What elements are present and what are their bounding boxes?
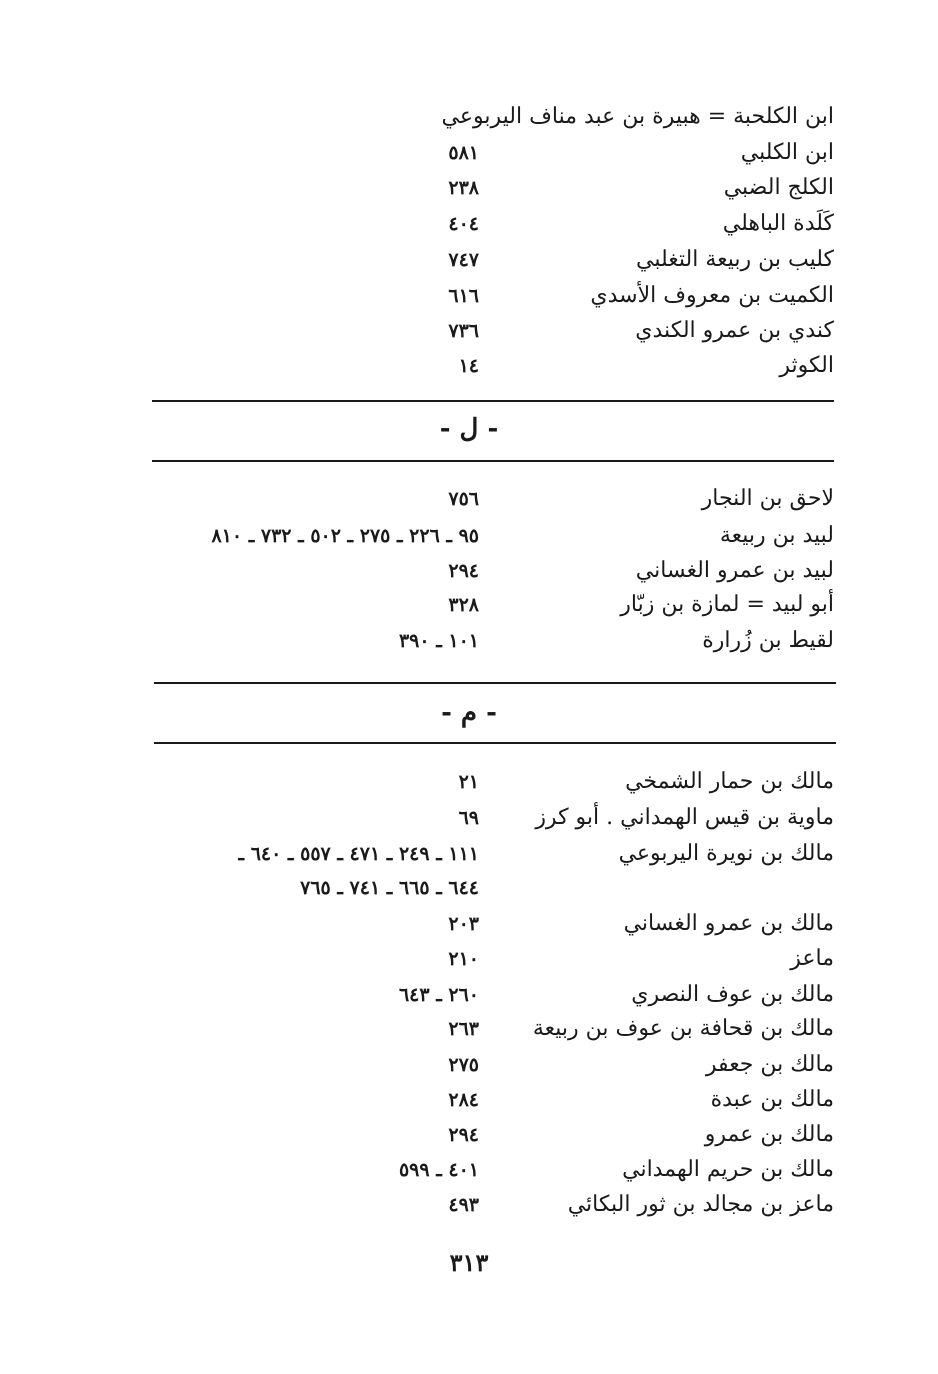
index-entry <box>134 518 834 554</box>
index-entry <box>134 1152 834 1188</box>
index-entry <box>134 800 834 836</box>
entry-pages: ٢٣٨ <box>448 177 479 199</box>
index-entry <box>134 99 834 135</box>
section-rule-top <box>152 400 834 402</box>
entry-name: كَلَدة الباهلي <box>722 211 834 236</box>
entry-name: ماوية بن قيس الهمداني . أبو كرز <box>535 805 834 830</box>
entry-name: لقيط بن زُرارة <box>702 628 834 653</box>
section-rule-bottom <box>154 742 836 744</box>
entry-name: كندي بن عمرو الكندي <box>635 318 834 343</box>
index-entry-continuation <box>134 870 834 906</box>
entry-pages: ١٤ <box>458 355 479 377</box>
index-entry <box>134 836 834 872</box>
entry-name: مالك بن عوف النصري <box>631 982 834 1007</box>
entry-pages: ٢٠٣ <box>448 913 479 935</box>
entry-name: مالك بن عبدة <box>710 1087 834 1112</box>
index-entry <box>134 135 834 171</box>
index-entry <box>134 1187 834 1223</box>
entry-pages: ٢٦٣ <box>448 1018 479 1040</box>
index-entry <box>134 206 834 242</box>
entry-pages: ٦٤٤ ـ ٦٦٥ ـ ٧٤١ ـ ٧٦٥ <box>300 877 479 899</box>
entry-pages: ٧٤٧ <box>448 249 479 271</box>
entry-name: مالك بن نويرة اليربوعي <box>618 841 834 866</box>
entry-pages: ٢١ <box>458 771 479 793</box>
index-entry <box>134 587 834 623</box>
entry-name: مالك بن عمرو <box>704 1122 834 1147</box>
entry-name: لبيد بن ربيعة <box>719 523 834 548</box>
index-entry <box>134 1011 834 1047</box>
entry-pages: ٩٥ ـ ٢٢٦ ـ ٢٧٥ ـ ٥٠٢ ـ ٧٣٢ ـ ٨١٠ <box>211 525 479 547</box>
entry-name: كليب بن ربيعة التغلبي <box>636 247 834 272</box>
entry-name: ماعز بن مجالد بن ثور البكائي <box>567 1192 834 1217</box>
entry-pages: ٢٦٠ ـ ٦٤٣ <box>398 984 479 1006</box>
section-rule-top <box>154 682 836 684</box>
index-entry <box>134 623 834 659</box>
entry-pages: ٧٥٦ <box>448 488 479 510</box>
section-heading-mim: - م - <box>441 698 497 728</box>
index-entry <box>134 348 834 384</box>
entry-name: مالك بن عمرو الغساني <box>623 911 834 936</box>
entry-pages: ٢٩٤ <box>448 560 479 582</box>
entry-name: الكوثر <box>779 353 834 378</box>
entry-pages: ٤٠٤ <box>448 213 479 235</box>
entry-name: ابن الكلحبة = هبيرة بن عبد مناف اليربوعي <box>441 104 834 129</box>
entry-pages: ٤٠١ ـ ٥٩٩ <box>398 1159 479 1181</box>
index-entry <box>134 1082 834 1118</box>
entry-pages: ٤٩٣ <box>448 1194 479 1216</box>
index-entry <box>134 481 834 517</box>
index-entry <box>134 977 834 1013</box>
entry-pages: ٢٨٤ <box>448 1089 479 1111</box>
index-entry <box>134 170 834 206</box>
entry-pages: ١٠١ ـ ٣٩٠ <box>398 630 479 652</box>
index-entry <box>134 313 834 349</box>
entry-pages: ٥٨١ <box>448 142 479 164</box>
entry-name: لبيد بن عمرو الغساني <box>635 558 834 583</box>
index-entry <box>134 242 834 278</box>
section-rule-bottom <box>152 460 834 462</box>
entry-pages: ١١١ ـ ٢٤٩ ـ ٤٧١ ـ ٥٥٧ ـ ٦٤٠ ـ <box>238 843 479 865</box>
entry-pages: ٦١٦ <box>448 285 479 307</box>
index-entry <box>134 278 834 314</box>
index-entry <box>134 941 834 977</box>
entry-name: الكلج الضبي <box>723 175 834 200</box>
section-heading-lam: - ل - <box>439 414 499 444</box>
entry-name: أبو لبيد = لمازة بن زبّار <box>620 592 834 617</box>
entry-name: الكميت بن معروف الأسدي <box>590 283 834 308</box>
index-entry <box>134 764 834 800</box>
entry-pages: ٢٧٥ <box>448 1054 479 1076</box>
entry-name: ماعز <box>790 946 834 971</box>
entry-name: مالك بن حمار الشمخي <box>625 769 834 794</box>
index-entry <box>134 1047 834 1083</box>
entry-name: مالك بن قحافة بن عوف بن ربيعة <box>532 1016 834 1041</box>
entry-pages: ٧٣٦ <box>448 320 479 342</box>
entry-pages: ٦٩ <box>458 807 479 829</box>
index-entry <box>134 906 834 942</box>
index-entry <box>134 1117 834 1153</box>
entry-name: مالك بن حريم الهمداني <box>622 1157 834 1182</box>
entry-pages: ٢١٠ <box>448 948 479 970</box>
page-number: ٣١٣ <box>449 1248 489 1277</box>
index-entry <box>134 553 834 589</box>
entry-name: ابن الكلبي <box>740 140 834 165</box>
entry-name: لاحق بن النجار <box>701 486 834 511</box>
entry-name: مالك بن جعفر <box>705 1052 834 1077</box>
entry-pages: ٢٩٤ <box>448 1124 479 1146</box>
entry-pages: ٣٢٨ <box>448 594 479 616</box>
